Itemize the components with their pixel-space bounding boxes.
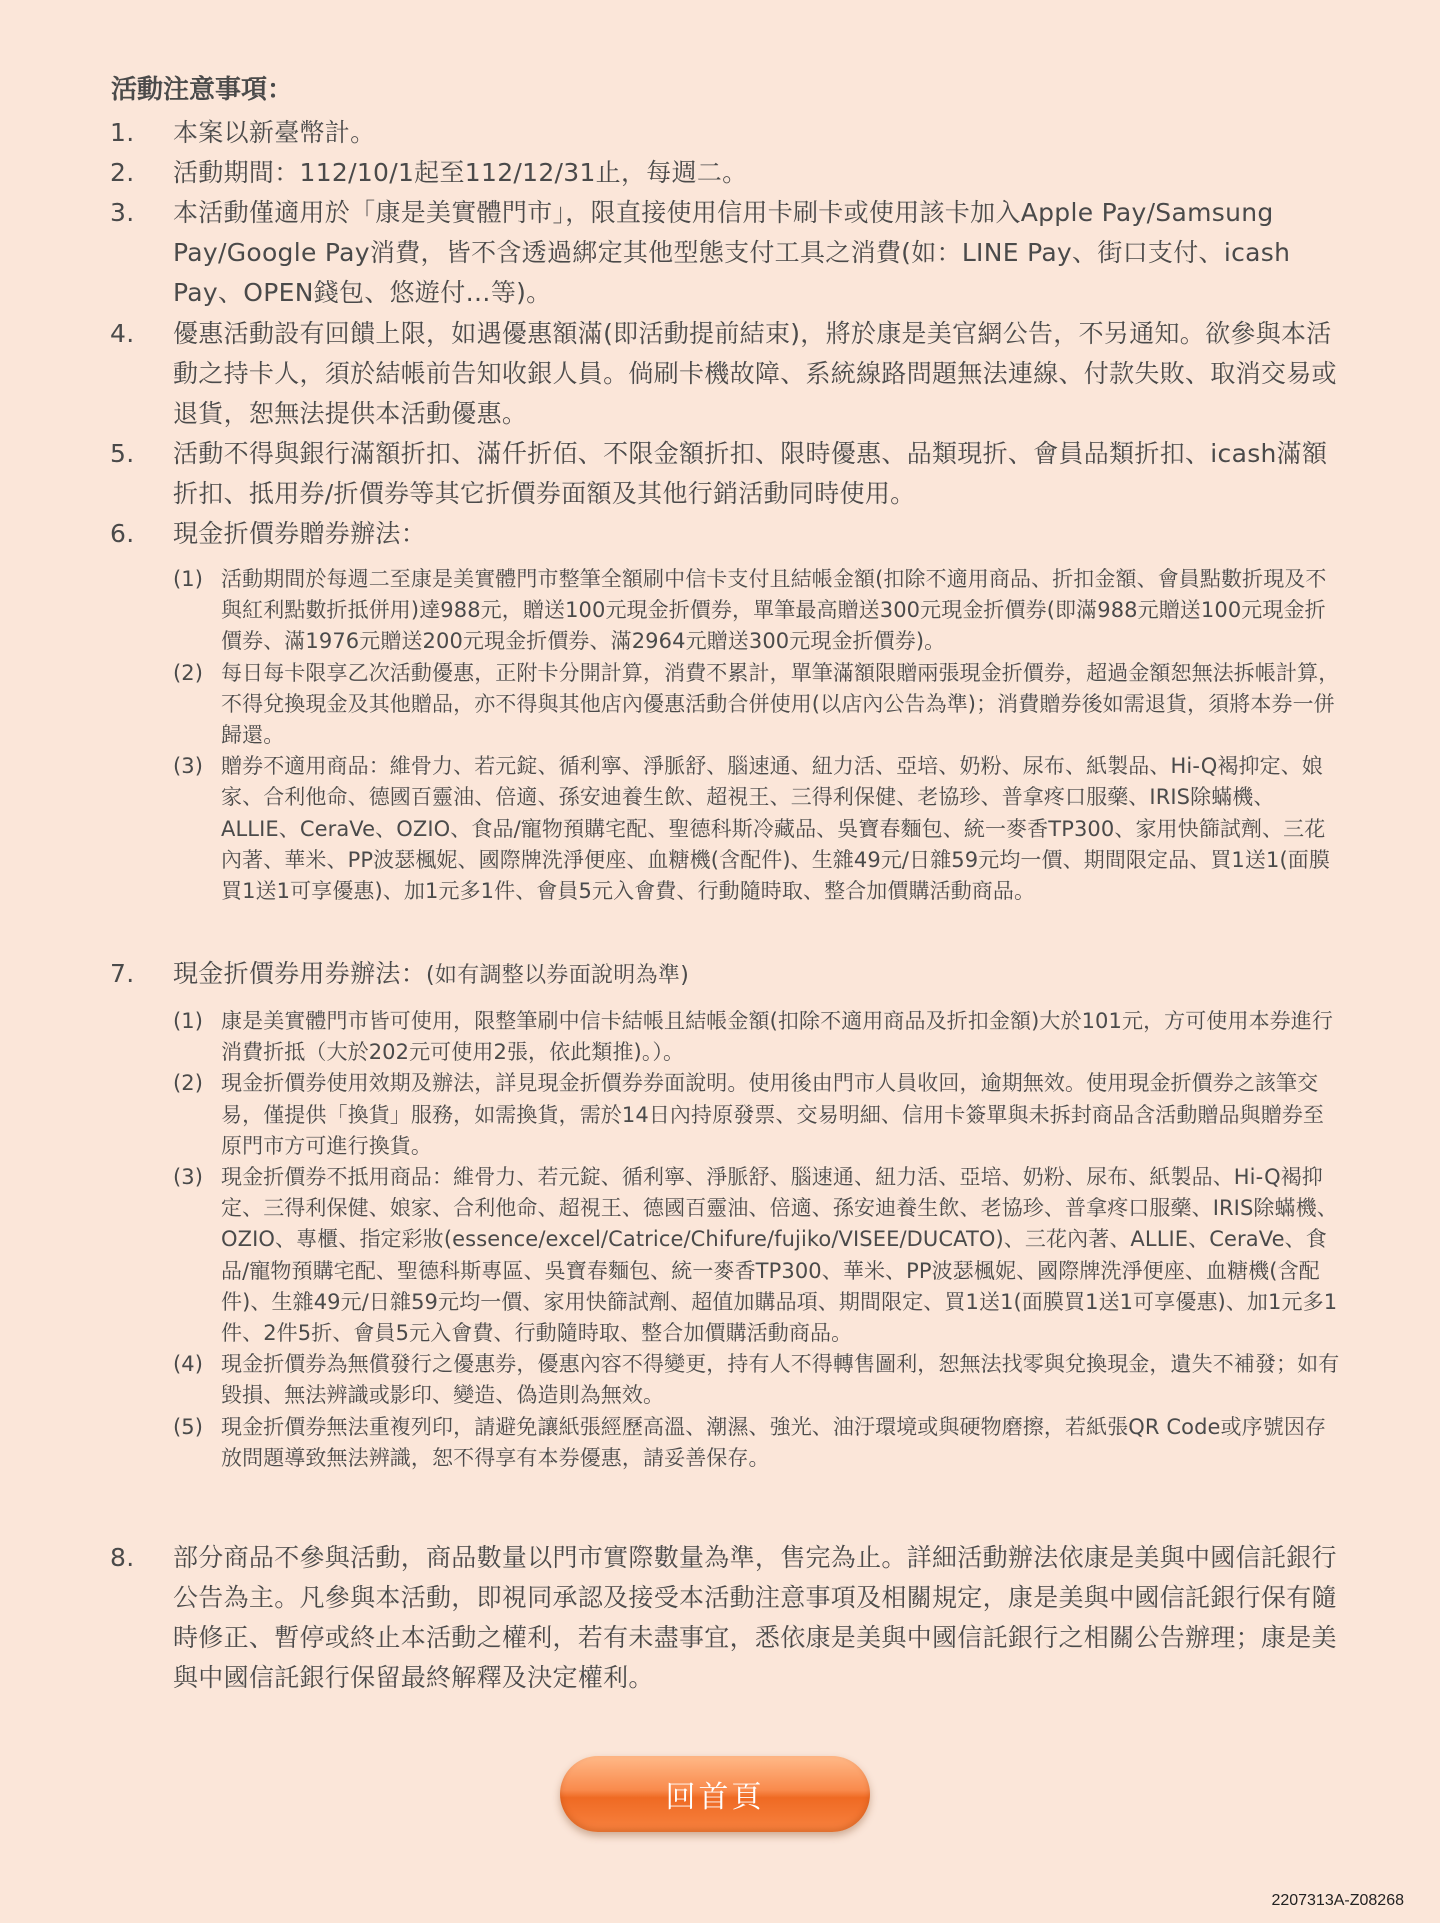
item-text: 本活動僅適用於「康是美實體門市」，限直接使用信用卡刷卡或使用該卡加入Apple Pay/Samsung Pay/Google Pay消費，皆不含透過綁定其他型態支付工具之消費(如：LINE Pay、街口支付、icash Pay、OPEN錢包、悠遊付…等)。 [173, 198, 1291, 307]
item-title [173, 954, 1340, 996]
back-to-home-button[interactable]: 回首頁 [560, 1756, 870, 1832]
sub-item [173, 1068, 1340, 1162]
sub-item-number: (2) [173, 660, 204, 685]
sub-item-text: 每日每卡限享乙次活動優惠，正附卡分開計算，消費不累計，單筆滿額限贈兩張現金折價券，超過金額恕無法拆帳計算，不得兌換現金及其他贈品，亦不得與其他店內優惠活動合併使用(以店內公告為準)；消費贈券後如需退貨，須將本券一併歸還。 [221, 660, 1340, 748]
item-title-text: 現金折價券用券辦法： [173, 959, 427, 988]
sub-item [173, 564, 1340, 658]
item-number: 3. [110, 198, 135, 227]
notice-item-1 [110, 113, 1340, 153]
sub-item-text: 現金折價券為無償發行之優惠券，優惠內容不得變更，持有人不得轉售圖利，恕無法找零與兌換現金，遺失不補發；如有毀損、無法辨識或影印、變造、偽造則為無效。 [221, 1352, 1340, 1408]
sub-item [173, 1006, 1340, 1068]
sub-item-text: 贈券不適用商品：維骨力、若元錠、循利寧、淨脈舒、腦速通、紐力活、亞培、奶粉、尿布、紙製品、Hi-Q褐抑定、娘家、合利他命、德國百靈油、倍適、孫安迪養生飲、超視王、三得利保健、老協珍、普拿疼口服藥、IRIS除蟎機、ALLIE、CeraVe、OZIO、食品/寵物預購宅配、聖德科斯冷藏品、吳寶春麵包、統一麥香TP300、家用快篩試劑、三花內著、華米、PP波瑟楓妮、國際牌洗淨便座、血糖機(含配件)、生雜49元/日雜59元均一價、期間限定品、買1送1(面膜買1送1可享優惠)、加1元多1件、會員5元入會費、行動隨時取、整合加價購活動商品。 [221, 754, 1330, 904]
sub-item-text: 活動期間於每週二至康是美實體門市整筆全額刷中信卡支付且結帳金額(扣除不適用商品、折扣金額、會員點數折現及不與紅利點數折抵併用)達988元，贈送100元現金折價券，單筆最高贈送300元現金折價券(即滿988元贈送100元現金折價券、滿1976元贈送200元現金折價券、滿2964元贈送300元現金折價券)。 [221, 567, 1327, 654]
sub-item-text: 現金折價券無法重複列印，請避免讓紙張經歷高溫、潮濕、強光、油汙環境或與硬物磨擦，若紙張QR Code或序號因存放問題導致無法辨識，恕不得享有本券優惠，請妥善保存。 [221, 1414, 1327, 1470]
sub-item [173, 1349, 1340, 1411]
item-text: 活動不得與銀行滿額折扣、滿仟折佰、不限金額折扣、限時優惠、品類現折、會員品類折扣、icash滿額折扣、抵用券/折價券等其它折價券面額及其他行銷活動同時使用。 [173, 439, 1328, 508]
sub-item-number: (3) [173, 1165, 204, 1190]
notice-item-3 [110, 193, 1340, 313]
sub-item [173, 1162, 1340, 1349]
sub-item-number: (1) [173, 567, 204, 591]
item-number: 4. [110, 319, 135, 348]
sub-item-text: 現金折價券使用效期及辦法，詳見現金折價券券面說明。使用後由門市人員收回，逾期無效。使用現金折價券之該筆交易，僅提供「換貨」服務，如需換貨，需於14日內持原發票、交易明細、信用卡簽單與未拆封商品含活動贈品與贈券至原門市方可進行換貨。 [221, 1071, 1325, 1158]
sub-item-number: (5) [173, 1414, 204, 1439]
item-number: 1. [110, 118, 135, 147]
notice-item-2 [110, 153, 1340, 193]
item-text: 部分商品不參與活動，商品數量以門市實際數量為準，售完為止。詳細活動辦法依康是美與中國信託銀行公告為主。凡參與本活動，即視同承認及接受本活動注意事項及相關規定，康是美與中國信託銀行保有隨時修正、暫停或終止本活動之權利，若有未盡事宜，悉依康是美與中國信託銀行之相關公告辦理；康是美與中國信託銀行保留最終解釋及決定權利。 [173, 1543, 1337, 1692]
item-title-text: 現金折價券贈券辦法： [173, 519, 427, 548]
sub-item [173, 1412, 1340, 1474]
notice-item-7 [110, 954, 1340, 1474]
sub-item-number: (1) [173, 1009, 204, 1033]
notice-item-8 [110, 1538, 1340, 1698]
item-number: 7. [110, 959, 135, 988]
item-number: 2. [110, 158, 135, 187]
sub-item-text: 康是美實體門市皆可使用，限整筆刷中信卡結帳且結帳金額(扣除不適用商品及折扣金額)大於101元，方可使用本券進行消費折抵（大於202元可使用2張，依此類推)。）。 [221, 1009, 1333, 1065]
notice-item-6 [110, 514, 1340, 907]
sub-list [173, 1006, 1340, 1474]
item-title-note: (如有調整以券面說明為準) [426, 963, 690, 988]
item-number: 5. [110, 439, 135, 468]
sub-item-number: (4) [173, 1352, 204, 1377]
sub-list [173, 564, 1340, 907]
item-number: 6. [110, 519, 135, 548]
sub-item-text: 現金折價券不抵用商品：維骨力、若元錠、循利寧、淨脈舒、腦速通、紐力活、亞培、奶粉、尿布、紙製品、Hi-Q褐抑定、三得利保健、娘家、合利他命、超視王、德國百靈油、倍適、孫安迪養生飲、老協珍、普拿疼口服藥、IRIS除蟎機、OZIO、專櫃、指定彩妝(essence/excel/Catrice/Chifure/fujiko/VISEE/DUCATO)、三花內著、ALLIE、CeraVe、食品/寵物預購宅配、聖德科斯專區、吳寶春麵包、統一麥香TP300、華米、PP波瑟楓妮、國際牌洗淨便座、血糖機(含配件)、生雜49元/日雜59元均一價、家用快篩試劑、超值加購品項、期間限定、買1送1(面膜買1送1可享優惠)、加1元多1件、2件5折、會員5元入會費、行動隨時取、整合加價購活動商品。 [221, 1165, 1338, 1346]
notice-item-5 [110, 434, 1340, 514]
sub-item [173, 658, 1340, 752]
item-number: 8. [110, 1543, 135, 1572]
item-title [173, 514, 1340, 554]
sub-item-number: (2) [173, 1071, 204, 1096]
notice-heading: 活動注意事項： [111, 75, 294, 105]
item-text: 活動期間：112/10/1起至112/12/31止，每週二。 [173, 158, 748, 187]
notice-item-4 [110, 314, 1340, 434]
item-text: 優惠活動設有回饋上限，如遇優惠額滿(即活動提前結束)，將於康是美官網公告，不另通知。欲參與本活動之持卡人，須於結帳前告知收銀人員。倘刷卡機故障、系統線路問題無法連線、付款失敗、取消交易或退貨，恕無法提供本活動優惠。 [173, 319, 1337, 428]
document-code: 2207313A-Z08268 [1271, 1892, 1404, 1909]
sub-item [173, 751, 1340, 907]
sub-item-number: (3) [173, 754, 204, 779]
item-text: 本案以新臺幣計。 [173, 118, 376, 147]
